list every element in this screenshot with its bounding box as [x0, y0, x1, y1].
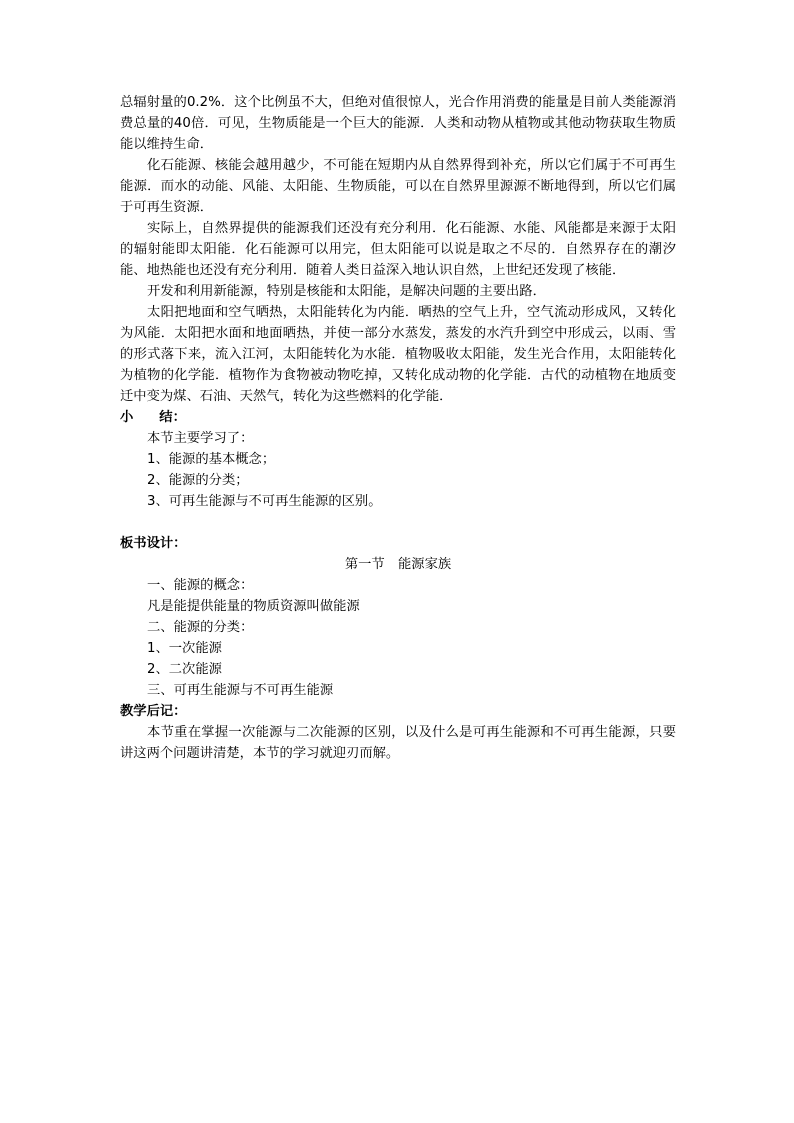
paragraph-new-energy: 开发和利用新能源，特别是核能和太阳能，是解决问题的主要出路．	[147, 284, 546, 299]
summary-heading	[120, 407, 676, 428]
paragraph-solar-origin: 实际上，自然界提供的能源我们还没有充分利用．化石能源、水能、风能都是来源于太阳的辐射能即太阳能．化石能源可以用完，但太阳能可以说是取之不尽的．自然界存在的潮汐能、地热能也还没有充分利用．随着人类日益深入地认识自然，上世纪还发现了核能．	[120, 221, 676, 278]
board-line-2: 凡是能提供能量的物质资源叫做能源	[147, 599, 360, 614]
board-heading: 板书设计：	[120, 536, 187, 551]
paragraph-biomass: 总辐射量的0.2%．这个比例虽不大，但绝对值很惊人，光合作用消费的能量是目前人类能源消费总量的40倍．可见，生物质能是一个巨大的能源．人类和动物从植物或其他动物获取生物质能以维持生命．	[120, 95, 676, 152]
summary-item-1: 1、能源的基本概念；	[147, 452, 276, 467]
spacer	[120, 512, 676, 533]
board-line-4: 1、一次能源	[147, 641, 222, 656]
board-line-1: 一、能源的概念：	[147, 578, 254, 593]
document-page	[120, 92, 676, 764]
board-line-6: 三、可再生能源与不可再生能源	[147, 683, 334, 698]
summary-heading-char1: 小	[120, 410, 134, 425]
board-line-5: 2、二次能源	[147, 662, 222, 677]
summary-item-3: 3、可再生能源与不可再生能源的区别。	[147, 494, 382, 509]
summary-item-2: 2、能源的分类；	[147, 473, 249, 488]
notes-heading: 教学后记：	[120, 704, 187, 719]
board-line-3: 二、能源的分类：	[147, 620, 254, 635]
summary-intro: 本节主要学习了：	[147, 431, 254, 446]
board-title: 第一节 能源家族	[344, 557, 452, 572]
paragraph-renewable: 化石能源、核能会越用越少，不可能在短期内从自然界得到补充，所以它们属于不可再生能源．而水的动能、风能、太阳能、生物质能，可以在自然界里源源不断地得到，所以它们属于可再生资源．	[120, 158, 676, 215]
notes-text: 本节重在掌握一次能源与二次能源的区别，以及什么是可再生能源和不可再生能源，只要讲这两个问题讲清楚，本节的学习就迎刃而解。	[120, 725, 676, 761]
paragraph-energy-conversion: 太阳把地面和空气晒热，太阳能转化为内能．晒热的空气上升，空气流动形成风，又转化为风能．太阳把水面和地面晒热，并使一部分水蒸发，蒸发的水汽升到空中形成云，以雨、雪的形式落下来，流入江河，太阳能转化为水能．植物吸收太阳能，发生光合作用，太阳能转化为植物的化学能．植物作为食物被动物吃掉，又转化成动物的化学能．古代的动植物在地质变迁中变为煤、石油、天然气，转化为这些燃料的化学能．	[120, 305, 676, 404]
summary-heading-char2: 结：	[159, 410, 186, 425]
